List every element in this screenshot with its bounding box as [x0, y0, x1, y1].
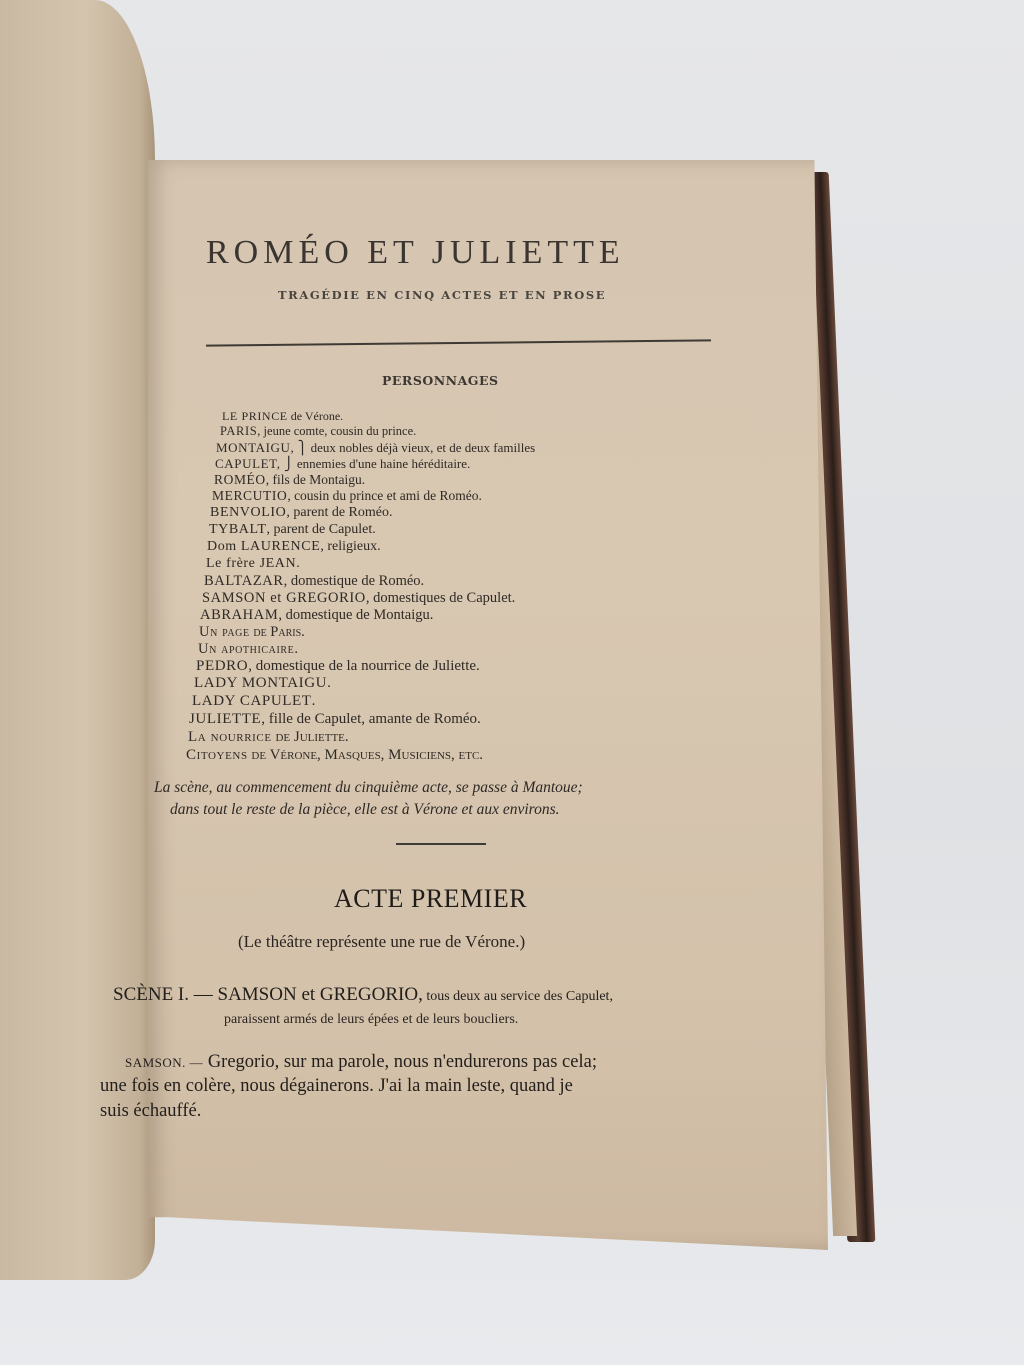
cast-item: Un apothicaire. — [198, 641, 299, 657]
play-subtitle: TRAGÉDIE EN CINQ ACTES ET EN PROSE — [278, 288, 607, 302]
play-title: ROMÉO ET JULIETTE — [206, 234, 625, 271]
section-divider — [396, 843, 486, 845]
cast-item: LE PRINCE de Vérone. — [222, 409, 344, 423]
cast-item: Le frère JEAN. — [206, 556, 300, 571]
cast-item: PEDRO, domestique de la nourrice de Juliette. — [196, 658, 480, 674]
act-heading: ACTE PREMIER — [334, 884, 528, 913]
cast-item: JULIETTE, fille de Capulet, amante de Roméo. — [189, 711, 481, 727]
cast-item: SAMSON et GREGORIO, domestiques de Capulet. — [202, 590, 516, 606]
cast-item: LADY CAPULET. — [192, 693, 316, 709]
scene-detail: tous deux au service des Capulet, — [422, 989, 613, 1004]
cast-item: Citoyens de Vérone, Masques, Musiciens, etc. — [186, 747, 484, 763]
dialogue-line-2: une fois en colère, nous dégainerons. J'ai la main leste, quand je — [100, 1076, 573, 1096]
cast-item: PARIS, jeune comte, cousin du prince. — [220, 424, 417, 438]
cast-item: Un page de Paris. — [199, 624, 305, 640]
cast-item: LADY MONTAIGU. — [194, 675, 331, 691]
cast-item: TYBALT, parent de Capulet. — [209, 522, 376, 537]
setting-note-line-1: La scène, au commencement du cinquième acte, se passe à Mantoue; — [154, 779, 583, 796]
dialogue-line-1: SAMSON. — Gregorio, sur ma parole, nous n'endurerons pas cela; — [125, 1052, 597, 1072]
cast-item: CAPULET, ⎭ ennemies d'une haine héréditaire. — [215, 456, 471, 471]
cast-item: BALTAZAR, domestique de Roméo. — [204, 573, 425, 589]
stage-direction: (Le théâtre représente une rue de Vérone.) — [238, 932, 526, 951]
setting-note-line-2: dans tout le reste de la pièce, elle est à Vérone et aux environs. — [170, 801, 560, 818]
dialogue-line-3: suis échauffé. — [100, 1101, 202, 1121]
cast-item: BENVOLIO, parent de Roméo. — [210, 505, 393, 520]
cast-item: ABRAHAM, domestique de Montaigu. — [200, 607, 434, 623]
speaker-name: SAMSON. — — [125, 1055, 204, 1070]
cast-item: MONTAIGU, ⎫ deux nobles déjà vieux, et de deux familles — [216, 440, 536, 455]
cast-item: MERCUTIO, cousin du prince et ami de Roméo. — [212, 488, 482, 503]
cast-item: La nourrice de Juliette. — [188, 729, 349, 745]
personnages-heading: PERSONNAGES — [382, 373, 499, 388]
cast-item: Dom LAURENCE, religieux. — [207, 539, 381, 554]
cast-item: ROMÉO, fils de Montaigu. — [214, 472, 366, 487]
scene-heading — [113, 984, 613, 1006]
scene-label: SCÈNE I. — SAMSON et GREGORIO, — [113, 984, 423, 1005]
scene-detail-continued: paraissent armés de leurs épées et de leurs boucliers. — [224, 1012, 519, 1027]
